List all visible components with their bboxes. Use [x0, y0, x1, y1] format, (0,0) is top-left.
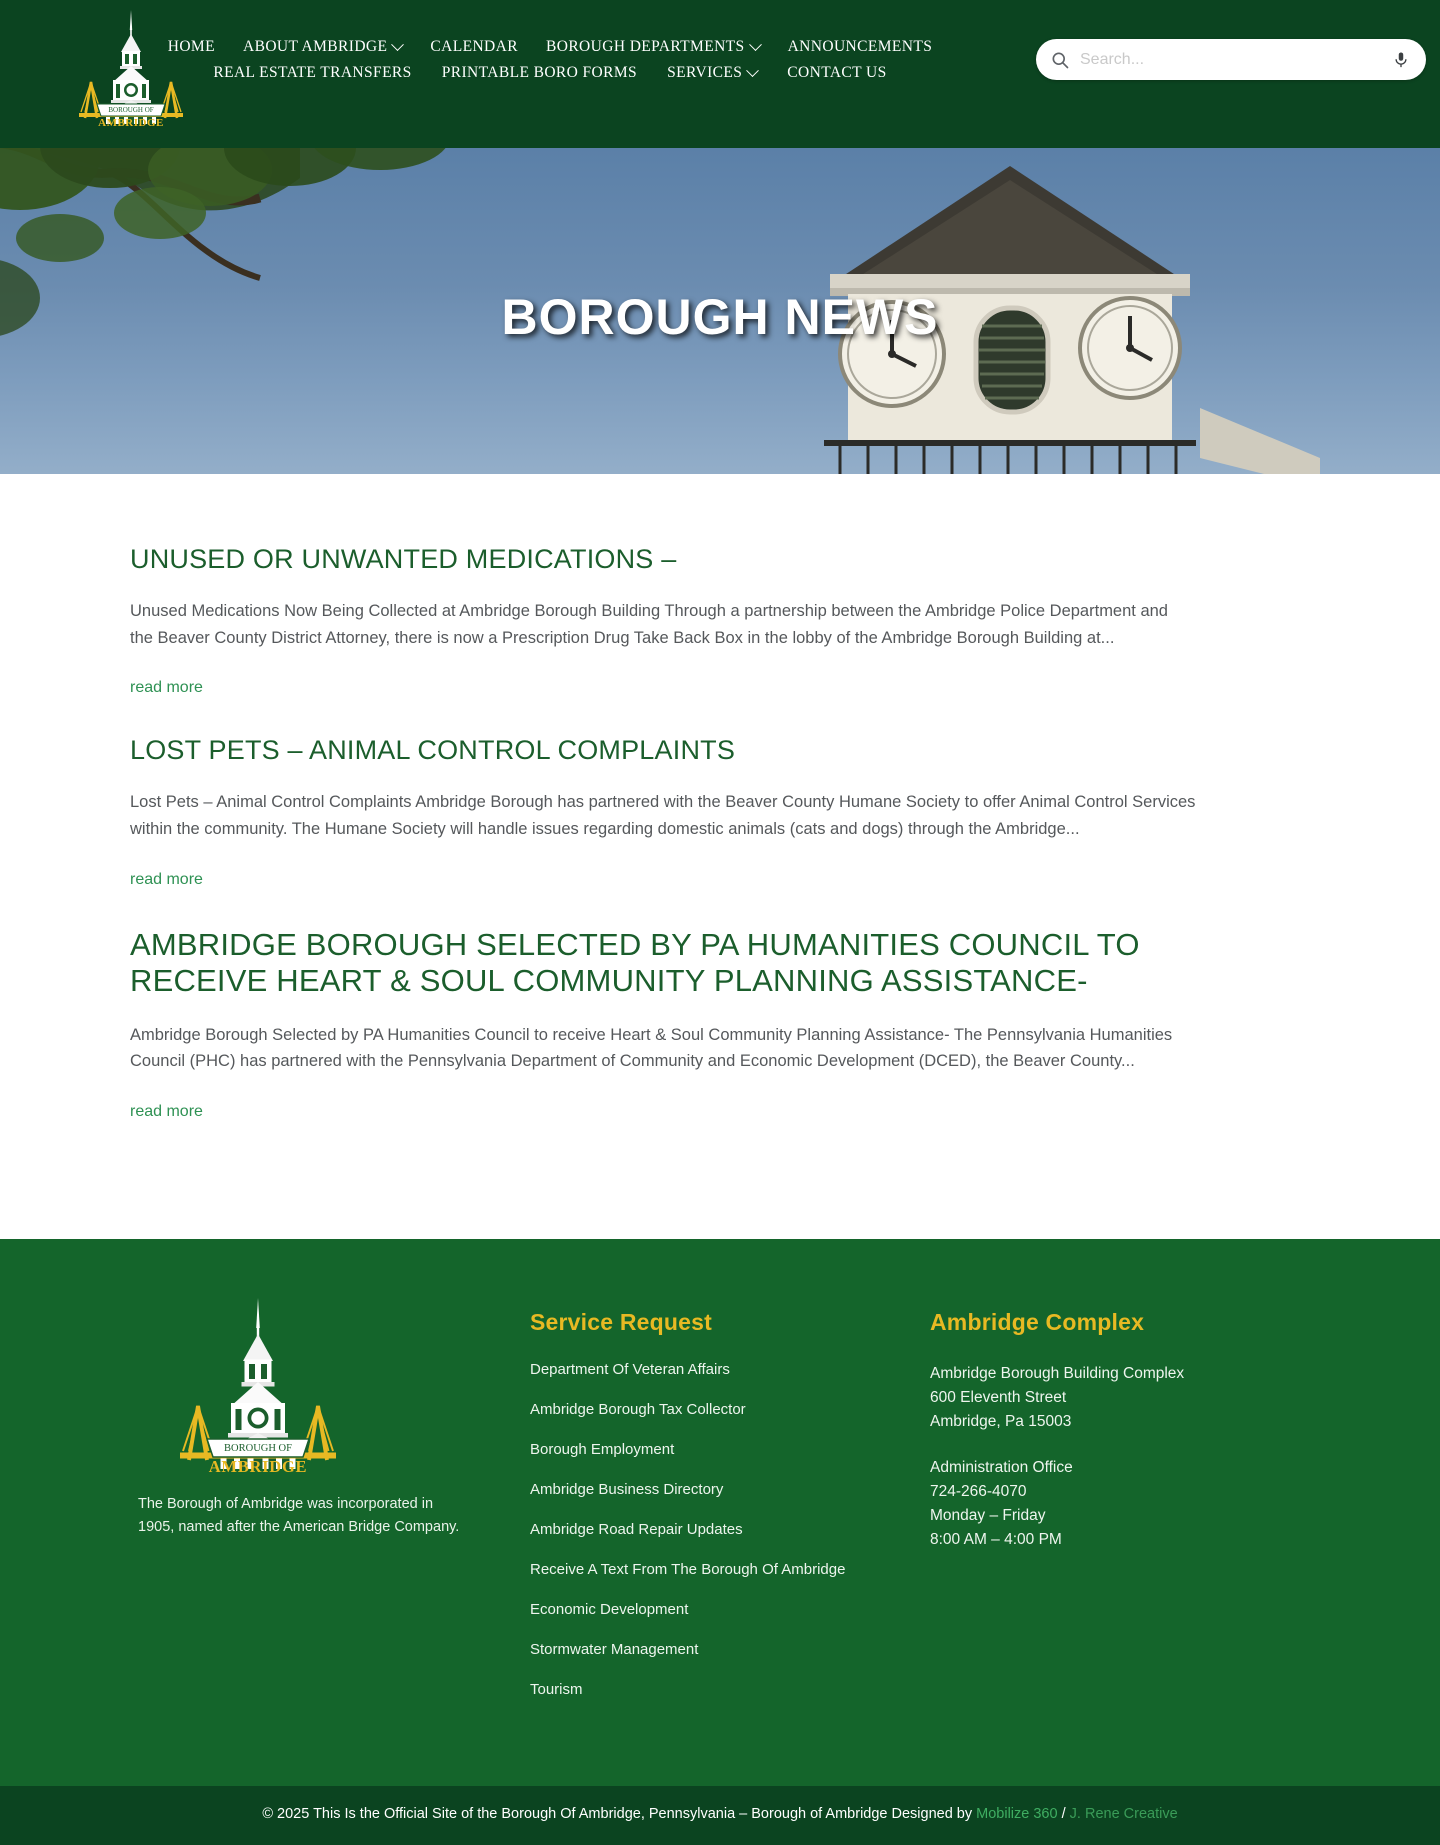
svg-text:AMBRIDGE: AMBRIDGE	[98, 117, 164, 128]
nav-label: CALENDAR	[430, 38, 518, 55]
nav-item-real-estate-transfers[interactable]	[213, 64, 411, 82]
article-excerpt: Ambridge Borough Selected by PA Humanities Council to receive Heart & Soul Community Planning Assistance- The Pennsylvania Humanities Council (PHC) has partnered with the Pennsylvania Department of Community and Economic Development (DCED), the Beaver County...	[130, 1025, 1173, 1071]
read-more-link[interactable]: read more	[130, 870, 203, 888]
nav-item-calendar[interactable]	[430, 38, 518, 56]
nav-label: CONTACT US	[787, 64, 887, 81]
svg-text:AMBRIDGE: AMBRIDGE	[208, 1457, 308, 1476]
nav-row-2	[200, 64, 900, 82]
search-bar[interactable]	[1036, 39, 1426, 80]
article-excerpt: Unused Medications Now Being Collected at Ambridge Borough Building Through a partnership between the Ambridge Police Department and the Beaver County District Attorney, there is now a Prescription Drug Take Back Box in the lobby of the Ambridge Borough Building at...	[130, 601, 1168, 647]
footer-link-road-repair-updates[interactable]: Ambridge Road Repair Updates	[530, 1521, 743, 1539]
office-label: Administration Office	[930, 1459, 1073, 1477]
main-content	[0, 474, 1440, 1239]
office-phone[interactable]: 724-266-4070	[930, 1483, 1027, 1501]
svg-text:BOROUGH OF: BOROUGH OF	[108, 106, 154, 114]
footer-heading-ambridge-complex: Ambridge Complex	[930, 1309, 1145, 1336]
news-article	[130, 735, 1310, 922]
chevron-down-icon	[392, 38, 405, 51]
footer-brand-column	[130, 1295, 530, 1538]
svg-text:BOROUGH OF: BOROUGH OF	[224, 1443, 292, 1455]
nav-label: BOROUGH DEPARTMENTS	[545, 38, 745, 55]
nav-item-about-ambridge[interactable]	[243, 38, 402, 56]
nav-label: ABOUT AMBRIDGE	[242, 38, 388, 55]
nav-label: REAL ESTATE TRANSFERS	[213, 64, 412, 81]
search-icon	[1050, 50, 1070, 70]
nav-label: PRINTABLE BORO FORMS	[441, 64, 638, 81]
nav-label: SERVICES	[667, 64, 743, 81]
hero-banner	[0, 148, 1440, 474]
article-title[interactable]: LOST PETS – ANIMAL CONTROL COMPLAINTS	[130, 735, 736, 766]
ambridge-seal-icon	[168, 1295, 348, 1475]
site-header	[0, 0, 1440, 148]
credit-link-jrene-creative[interactable]: J. Rene Creative	[1069, 1806, 1178, 1823]
site-logo[interactable]	[75, 8, 187, 128]
news-article	[130, 927, 1310, 1156]
article-title[interactable]: AMBRIDGE BOROUGH SELECTED BY PA HUMANITIES COUNCIL TO RECEIVE HEART & SOUL COMMUNITY PLANNING ASSISTANCE-	[130, 926, 1140, 999]
nav-item-services[interactable]	[667, 64, 757, 82]
copyright-statement: © 2025 This Is the Official Site of the Borough Of Ambridge, Pennsylvania – Borough of Ambridge Designed by	[262, 1806, 977, 1823]
office-hours: 8:00 AM – 4:00 PM	[930, 1531, 1062, 1549]
copyright-text	[262, 1806, 1177, 1822]
nav-item-home[interactable]	[168, 38, 215, 56]
nav-item-printable-boro-forms[interactable]	[442, 64, 637, 82]
read-more-link[interactable]: read more	[130, 1103, 203, 1121]
nav-item-contact-us[interactable]	[787, 64, 886, 82]
address-line: 600 Eleventh Street	[930, 1389, 1067, 1407]
footer-link-economic-development[interactable]: Economic Development	[530, 1601, 689, 1619]
site-footer	[0, 1239, 1440, 1786]
footer-link-tourism[interactable]: Tourism	[530, 1681, 583, 1699]
footer-link-receive-a-text[interactable]: Receive A Text From The Borough Of Ambridge	[530, 1561, 846, 1579]
footer-tagline: The Borough of Ambridge was incorporated in 1905, named after the American Bridge Company.	[138, 1496, 460, 1535]
nav-item-announcements[interactable]	[788, 38, 933, 56]
footer-link-stormwater-management[interactable]: Stormwater Management	[530, 1641, 699, 1659]
footer-heading-service-request: Service Request	[530, 1309, 712, 1336]
article-excerpt: Lost Pets – Animal Control Complaints Ambridge Borough has partnered with the Beaver County Humane Society to offer Animal Control Services within the community. The Humane Society will handle issues regarding domestic animals (cats and dogs) through the Ambridge...	[130, 793, 1196, 838]
footer-link-tax-collector[interactable]: Ambridge Borough Tax Collector	[530, 1401, 746, 1419]
nav-label: HOME	[167, 38, 215, 55]
article-title[interactable]: UNUSED OR UNWANTED MEDICATIONS –	[130, 544, 677, 574]
news-list	[130, 544, 1310, 1155]
nav-item-borough-departments[interactable]	[546, 38, 760, 56]
primary-navigation	[167, 38, 933, 90]
nav-label: ANNOUNCEMENTS	[787, 38, 933, 55]
footer-link-veteran-affairs[interactable]: Department Of Veteran Affairs	[530, 1361, 730, 1379]
microphone-icon[interactable]	[1392, 49, 1410, 71]
chevron-down-icon	[746, 64, 759, 77]
page-title: BOROUGH NEWS	[501, 289, 939, 345]
copyright-bar	[0, 1786, 1440, 1845]
address-line: Ambridge, Pa 15003	[930, 1413, 1072, 1431]
footer-service-column	[530, 1295, 930, 1722]
credit-separator: /	[1057, 1806, 1070, 1823]
chevron-down-icon	[749, 38, 762, 51]
office-days: Monday – Friday	[930, 1507, 1046, 1525]
footer-link-borough-employment[interactable]: Borough Employment	[530, 1441, 675, 1459]
footer-complex-column	[930, 1295, 1310, 1552]
nav-row-1	[167, 38, 933, 56]
footer-link-business-directory[interactable]: Ambridge Business Directory	[530, 1481, 724, 1499]
credit-link-mobilize360[interactable]: Mobilize 360	[976, 1806, 1058, 1823]
news-article	[130, 544, 1310, 731]
spacer	[930, 1434, 1310, 1456]
read-more-link[interactable]: read more	[130, 679, 203, 697]
search-input[interactable]	[1080, 51, 1392, 69]
ambridge-seal-icon	[75, 8, 187, 128]
address-line: Ambridge Borough Building Complex	[930, 1365, 1185, 1383]
